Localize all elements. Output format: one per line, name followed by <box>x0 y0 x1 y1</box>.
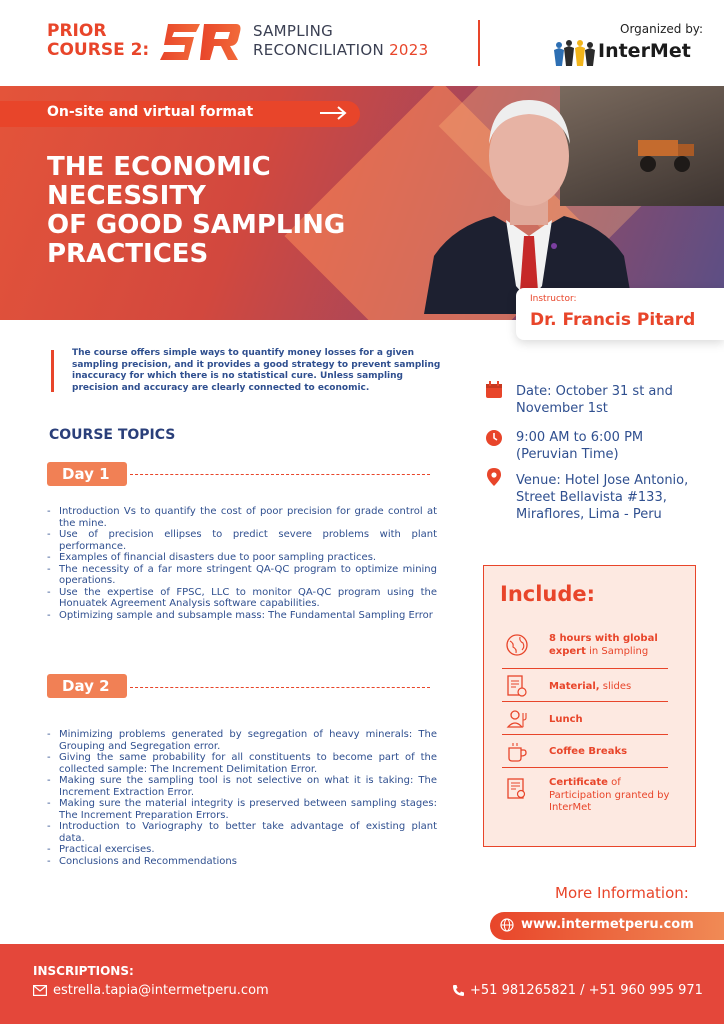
prior-course-label <box>47 22 149 60</box>
instructor-portrait <box>424 86 634 314</box>
header-divider <box>478 20 480 66</box>
date-line-1: Date: October 31 st and <box>516 384 673 399</box>
topic-item: - Use of precision ellipses to predict severe problems with plant performance. <box>47 529 437 552</box>
topic-item: - Making sure the material integrity is preserved between sampling stages: The Increment Preparation Errors. <box>47 798 437 821</box>
topic-item: - Minimizing problems generated by segregation of heavy minerals: The Grouping and Segregation error. <box>47 729 437 752</box>
time-line-2: (Peruvian Time) <box>516 447 619 462</box>
sr-logo-letters: SR <box>160 22 162 23</box>
sr-line-2: RECONCILIATION <box>253 41 384 59</box>
topic-item: - Use the expertise of FPSC, LLC to monitor QA-QC program using the Honuatek Agreement Analysis software capabilities. <box>47 587 437 610</box>
day-2-topics <box>47 729 437 867</box>
organized-by-label: Organized by: <box>620 22 704 36</box>
include-lunch <box>549 714 679 727</box>
topic-item: - Giving the same probability for all constituents to become part of the collected sample: The Increment Delimitation Error. <box>47 752 437 775</box>
include-certificate-rest: of Participation granted by InterMet <box>549 777 670 813</box>
include-certificate <box>549 777 679 815</box>
include-coffee-bold: Coffee Breaks <box>549 746 628 757</box>
document-icon <box>505 674 529 698</box>
sr-year: 2023 <box>389 41 429 59</box>
intro-paragraph: The course offers simple ways to quantify money losses for a given sampling precision, and it provides a good strategy to prevent sampling inaccuracy for which there is no statistical cure. Unless sampling precision and accuracy are clearly connected to economic. <box>72 348 441 393</box>
web-icon <box>500 918 514 932</box>
contact-phones[interactable]: +51 981265821 / +51 960 995 971 <box>470 983 703 998</box>
topic-item: - Making sure the sampling tool is not selective on what it is taking: The Increment Extraction Error. <box>47 775 437 798</box>
sr-title <box>253 22 428 60</box>
day-1-label: Day 1 <box>62 465 110 483</box>
date-line-2: November 1st <box>516 401 608 416</box>
include-hours <box>549 633 679 658</box>
include-hours-rest: in Sampling <box>585 645 649 657</box>
instructor-label: Instructor: <box>530 294 577 304</box>
clock-icon <box>485 429 503 447</box>
venue-line-2: Street Bellavista #133, <box>516 490 667 505</box>
venue-line-1: Venue: Hotel Jose Antonio, <box>516 473 689 488</box>
mining-truck-icon <box>630 134 700 174</box>
day-2-label: Day 2 <box>62 677 110 695</box>
title-line: OF GOOD SAMPLING <box>47 210 346 240</box>
globe-icon <box>505 633 529 657</box>
topic-item: - Practical exercises. <box>47 844 437 856</box>
topic-item: - Conclusions and Recommendations <box>47 856 437 868</box>
phone-icon <box>452 984 465 997</box>
time-detail <box>516 429 706 463</box>
more-information-label: More Information: <box>555 884 689 902</box>
instructor-name: Dr. Francis Pitard <box>530 310 696 330</box>
certificate-icon <box>505 777 529 801</box>
coffee-cup-icon <box>505 740 529 764</box>
website-link[interactable]: www.intermetperu.com <box>521 917 694 932</box>
include-material <box>549 681 679 694</box>
venue-line-3: Miraflores, Lima - Peru <box>516 507 662 522</box>
sr-line-1: SAMPLING <box>253 22 334 40</box>
include-material-rest: slides <box>599 681 632 692</box>
calendar-icon <box>485 381 503 399</box>
time-line-1: 9:00 AM to 6:00 PM <box>516 430 644 445</box>
day-2-divider <box>130 687 430 688</box>
include-lunch-bold: Lunch <box>549 714 583 725</box>
venue-detail <box>516 472 706 523</box>
intermet-wordmark: InterMet <box>598 40 691 62</box>
date-detail <box>516 383 706 417</box>
arrow-right-icon <box>320 106 348 120</box>
title-line: PRACTICES <box>47 239 209 269</box>
day-1-topics <box>47 506 437 621</box>
contact-email[interactable]: estrella.tapia@intermetperu.com <box>53 983 269 998</box>
course-title <box>47 153 387 269</box>
topic-item: - Introduction Vs to quantify the cost of poor precision for grade control at the mine. <box>47 506 437 529</box>
include-hours-bold: 8 hours with global expert <box>549 633 658 657</box>
topic-item: - Introduction to Variography to better take advantage of existing plant data. <box>47 821 437 844</box>
prior-line-1: PRIOR <box>47 21 107 41</box>
mail-icon <box>33 985 47 996</box>
include-coffee <box>549 746 679 759</box>
inscriptions-label: INSCRIPTIONS: <box>33 964 134 978</box>
topic-item: - Optimizing sample and subsample mass: The Fundamental Sampling Error <box>47 610 437 622</box>
food-icon <box>505 707 529 731</box>
sr-logo <box>160 22 242 62</box>
location-pin-icon <box>485 468 503 486</box>
topic-item: - The necessity of a far more stringent QA-QC program to optimize mining operations. <box>47 564 437 587</box>
include-material-bold: Material, <box>549 681 600 692</box>
intermet-people-icon <box>553 38 597 68</box>
title-line: THE ECONOMIC <box>47 152 271 182</box>
format-label: On-site and virtual format <box>47 104 254 120</box>
include-heading: Include: <box>500 582 596 606</box>
day-1-divider <box>130 474 430 475</box>
course-topics-heading: COURSE TOPICS <box>49 427 176 443</box>
intro-accent-bar <box>51 350 54 392</box>
prior-line-2: COURSE 2: <box>47 40 150 60</box>
title-line: NECESSITY <box>47 181 206 211</box>
topic-item: - Examples of financial disasters due to poor sampling practices. <box>47 552 437 564</box>
include-certificate-bold: Certificate <box>549 777 608 788</box>
